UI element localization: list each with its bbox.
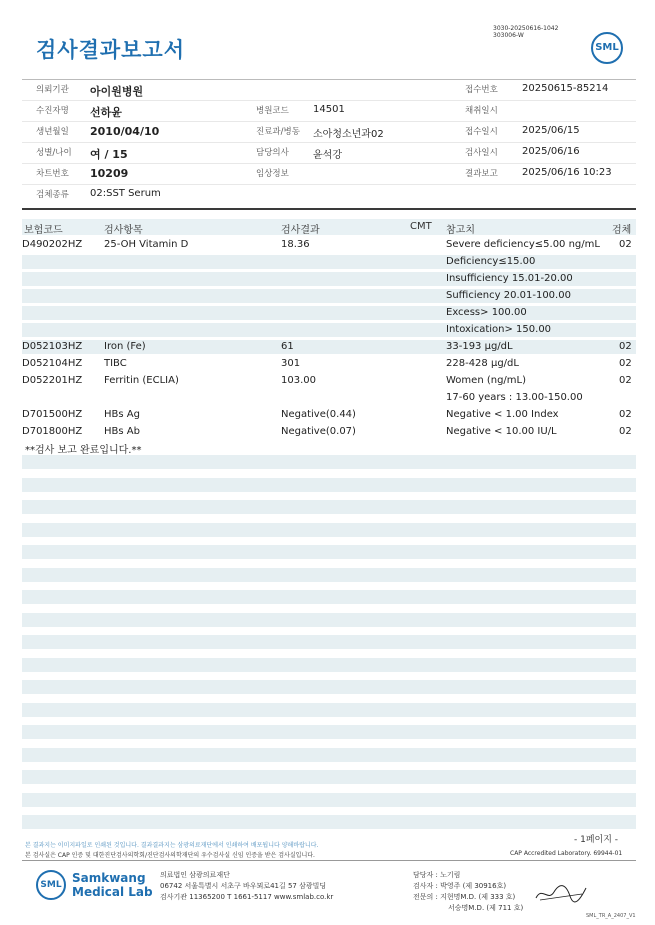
table-stripe: [22, 545, 636, 559]
cell-spec: 02: [619, 409, 632, 420]
specimen-label: 검체종류: [36, 190, 69, 200]
cell-ref: Women (ng/mL): [446, 375, 526, 386]
hospital-value: 아이원병원: [90, 85, 144, 98]
table-stripe: [22, 680, 636, 694]
cell-result: Negative(0.44): [281, 409, 356, 420]
cell-code: D701800HZ: [22, 426, 83, 437]
cell-ref: 228-428 µg/dL: [446, 358, 519, 369]
cell-item: HBs Ag: [104, 409, 140, 420]
col-result-header: 검사결과: [281, 225, 320, 236]
dept-label: 진료과/병동: [256, 127, 300, 137]
cell-code: D052104HZ: [22, 358, 83, 369]
collect-label: 채취일시: [465, 106, 498, 116]
clinical-label: 임상정보: [256, 169, 289, 179]
table-stripe: [22, 793, 636, 807]
report-value: 2025/06/16 10:23: [522, 167, 612, 178]
cell-code: D052201HZ: [22, 375, 83, 386]
patient-label: 수진자명: [36, 106, 69, 116]
cell-result: 18.36: [281, 239, 310, 250]
table-row: [22, 356, 636, 373]
footer-rule: [22, 860, 636, 861]
hospital-label: 의뢰기관: [36, 85, 69, 95]
dob-value: 2010/04/10: [90, 125, 160, 138]
table-stripe: [22, 815, 636, 829]
hosp-code-label: 병원코드: [256, 106, 289, 116]
sml-logo: SML: [591, 32, 623, 64]
doctor-label: 담당의사: [256, 148, 289, 158]
report-complete-note: **검사 보고 완료입니다.**: [25, 445, 142, 456]
document-id: 3030-20250616-1042 303006-W: [493, 25, 559, 39]
cell-result: 61: [281, 341, 294, 352]
print-notice: 본 결과지는 이미지파일로 인쇄된 것입니다. 결과결과지는 삼광의료재단에서 인쇄하여 배포됩니다 양해바랍니다.: [25, 842, 319, 849]
brand-name: Samkwang Medical Lab: [72, 871, 153, 899]
cell-code: D701500HZ: [22, 409, 83, 420]
cell-item: TIBC: [104, 358, 127, 369]
table-stripe: [22, 613, 636, 627]
cell-code: D052103HZ: [22, 341, 83, 352]
table-stripe: [22, 635, 636, 649]
table-stripe: [22, 703, 636, 717]
test-date-label: 검사일시: [465, 148, 498, 158]
staff-list: 담당자 : 노기림 검사자 : 박영주 (제 30916호) 전문의 : 지현명M.D. (제 333 호) 서승명M.D. (제 711 호): [413, 871, 524, 912]
info-row-4: [22, 143, 636, 164]
page-title: 검사결과보고서: [36, 38, 186, 62]
cell-ref: Severe deficiency≤5.00 ng/mL: [446, 239, 600, 250]
chart-value: 10209: [90, 167, 129, 180]
doctor-value: 윤석강: [313, 150, 342, 161]
table-row: [22, 407, 636, 424]
table-stripe: [22, 770, 636, 784]
table-row: [22, 254, 636, 271]
cell-ref: Negative < 1.00 Index: [446, 409, 559, 420]
chart-label: 차트번호: [36, 169, 69, 179]
signature-image: [532, 880, 590, 906]
cap-accreditation: CAP Accredited Laboratory. 69944-01: [510, 850, 623, 857]
cell-ref: Deficiency≤15.00: [446, 256, 536, 267]
cell-ref: Sufficiency 20.01-100.00: [446, 290, 571, 301]
table-row: [22, 390, 636, 407]
table-stripe: [22, 748, 636, 762]
dob-label: 생년월일: [36, 127, 69, 137]
cell-ref: Insufficiency 15.01-20.00: [446, 273, 573, 284]
cell-spec: 02: [619, 358, 632, 369]
cell-spec: 02: [619, 375, 632, 386]
receipt-no-value: 20250615-85214: [522, 83, 609, 94]
cell-ref: Intoxication> 150.00: [446, 324, 552, 335]
info-row-3: [22, 122, 636, 143]
table-stripe: [22, 658, 636, 672]
specimen-value: 02:SST Serum: [90, 188, 161, 199]
table-stripe: [22, 500, 636, 514]
table-row: [22, 424, 636, 441]
cell-result: 301: [281, 358, 301, 369]
table-stripe: [22, 455, 636, 469]
table-stripe: [22, 478, 636, 492]
cell-spec: 02: [619, 426, 632, 437]
accreditation-notice: 본 검사실은 CAP 인증 및 대한진단검사의학회/진단검사의학재단의 우수검사실 신임 인증을 받은 검사실입니다.: [25, 852, 315, 859]
page-number: - 1페이지 -: [574, 835, 619, 845]
info-row-2: [22, 101, 636, 122]
sexage-label: 성별/나이: [36, 148, 72, 158]
hosp-code-value: 14501: [313, 104, 345, 115]
cell-ref: Excess> 100.00: [446, 307, 527, 318]
cell-item: Iron (Fe): [104, 341, 146, 352]
patient-info: [22, 80, 636, 205]
report-label: 결과보고: [465, 169, 498, 179]
receipt-date-label: 접수일시: [465, 127, 498, 137]
table-row: [22, 305, 636, 322]
cell-result: 103.00: [281, 375, 316, 386]
sexage-value: 여 / 15: [90, 148, 128, 161]
cell-ref: 17-60 years : 13.00-150.00: [446, 392, 583, 403]
col-code-header: 보험코드: [24, 225, 63, 236]
cell-item: 25-OH Vitamin D: [104, 239, 189, 250]
table-stripe: [22, 725, 636, 739]
table-row: [22, 237, 636, 254]
cell-item: HBs Ab: [104, 426, 140, 437]
table-row: [22, 339, 636, 356]
dept-value: 소아청소년과02: [313, 129, 384, 140]
cell-spec: 02: [619, 341, 632, 352]
table-row: [22, 322, 636, 339]
table-stripe: [22, 590, 636, 604]
table-row: [22, 288, 636, 305]
col-ref-header: 참고치: [446, 225, 475, 236]
cell-item: Ferritin (ECLIA): [104, 375, 179, 386]
form-code: SML_TR_A_2407_V1: [586, 913, 636, 919]
section-divider: [22, 208, 636, 210]
cell-ref: Negative < 10.00 IU/L: [446, 426, 557, 437]
info-row-6: [22, 185, 636, 205]
receipt-date-value: 2025/06/15: [522, 125, 580, 136]
test-date-value: 2025/06/16: [522, 146, 580, 157]
results-table-header: [22, 219, 636, 235]
lab-address: 의료법인 삼광의료재단 06742 서울특별시 서초구 바우뫼로41길 57 삼광빌딩 검사기관 11365200 T 1661-5117 www.smlab.co.kr: [160, 871, 334, 901]
table-row: [22, 373, 636, 390]
col-item-header: 검사항목: [104, 225, 143, 236]
sml-footer-logo: SML: [36, 870, 66, 900]
cell-ref: 33-193 µg/dL: [446, 341, 513, 352]
cell-spec: 02: [619, 239, 632, 250]
table-row: [22, 271, 636, 288]
receipt-no-label: 접수번호: [465, 85, 498, 95]
col-specimen-header: 검체: [612, 225, 632, 236]
table-stripe: [22, 568, 636, 582]
info-row-1: [22, 80, 636, 101]
info-row-5: [22, 164, 636, 185]
cell-result: Negative(0.07): [281, 426, 356, 437]
table-stripe: [22, 523, 636, 537]
cell-code: D490202HZ: [22, 239, 83, 250]
patient-value: 선하윤: [90, 106, 122, 119]
col-cmt-header: CMT: [410, 221, 432, 232]
